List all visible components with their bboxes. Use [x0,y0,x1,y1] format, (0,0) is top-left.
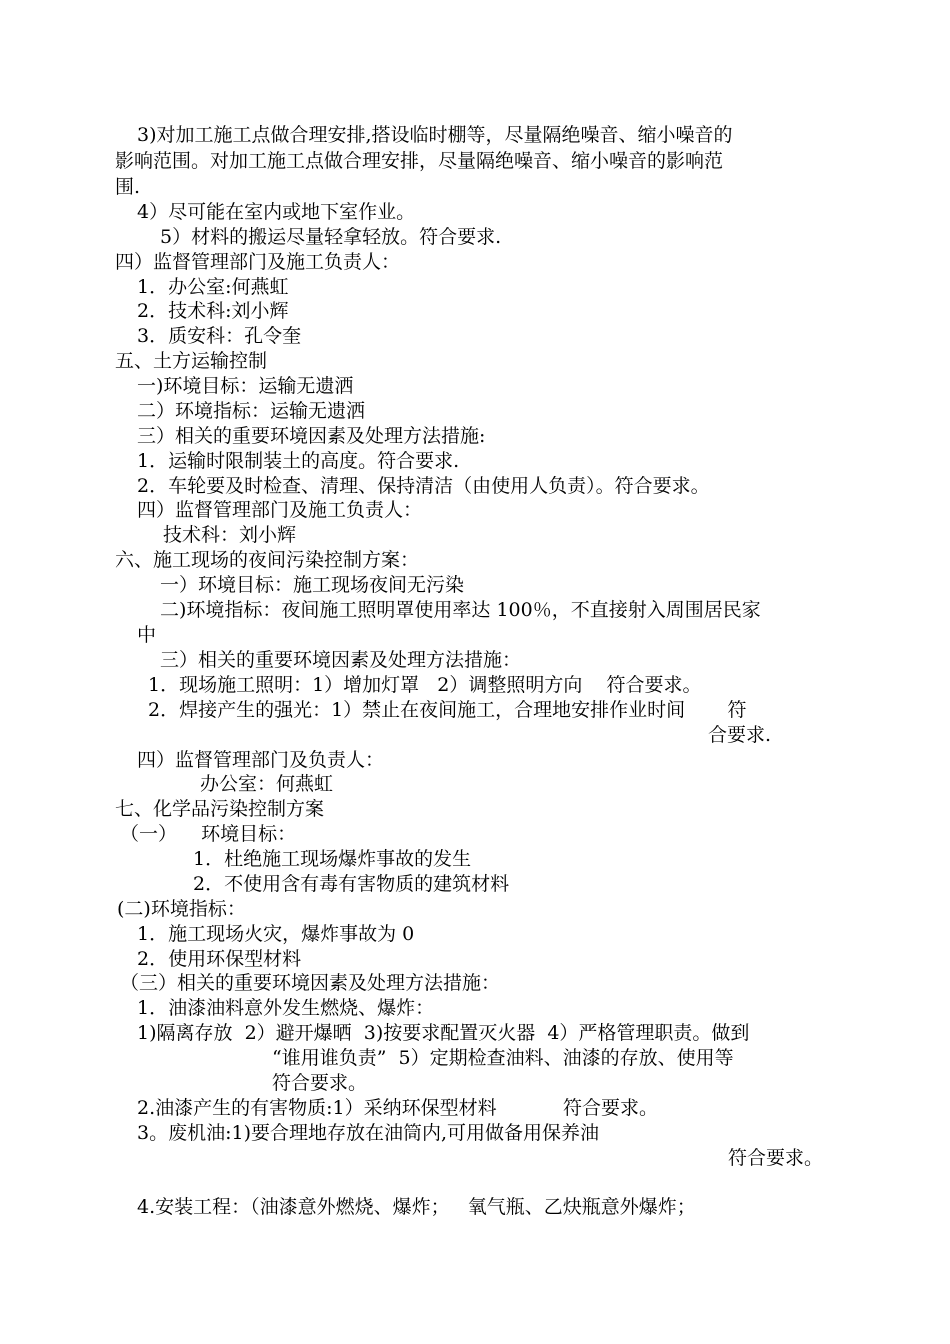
section-heading: 五、土方运输控制 [115,350,268,372]
section-heading: 七、化学品污染控制方案 [115,798,325,820]
text-line: 2.油漆产生的有害物质:1）采纳环保型材料 符合要求。 [137,1097,659,1119]
text-line: 符合要求。 [728,1147,824,1169]
text-line: 1)隔离存放 2）避开爆晒 3)按要求配置灭火器 4）严格管理职责。做到 [137,1022,750,1044]
text-line: 2．不使用含有毒有害物质的建筑材料 [193,873,510,895]
text-line: 2．使用环保型材料 [137,948,302,970]
text-line: 二)环境指标：夜间施工照明罩使用率达 100％，不直接射入周围居民家 [160,599,761,621]
text-line: “谁用谁负责” 5）定期检查油料、油漆的存放、使用等 [272,1047,734,1069]
text-line: 三）相关的重要环境因素及处理方法措施： [160,649,522,671]
text-line: (二)环境指标： [117,898,246,920]
text-line: 1．施工现场火灾，爆炸事故为 0 [137,923,415,945]
text-line: 3。废机油:1)要合理地存放在油筒内,可用做备用保养油 [137,1122,600,1144]
section-heading: 六、施工现场的夜间污染控制方案： [115,549,420,571]
text-line: 二）环境指标：运输无遗洒 [137,400,366,422]
text-line: 1．现场施工照明：1）增加灯罩 2）调整照明方向 符合要求。 [148,674,702,696]
text-line: 影响范围。对加工施工点做合理安排，尽量隔绝噪音、缩小噪音的影响范 [115,150,724,172]
text-line: 2．车轮要及时检查、清理、保持清洁（由使用人负责）。符合要求。 [137,475,710,497]
section-heading: 四）监督管理部门及施工负责人： [115,251,401,273]
text-line: 1．办公室:何燕虹 [137,276,289,298]
text-line: 1．运输时限制装土的高度。符合要求. [137,450,460,472]
text-line: 技术科：刘小辉 [163,524,297,546]
text-line: 四）监督管理部门及施工负责人： [137,499,423,521]
text-line: 围. [115,176,141,198]
text-line: 三）相关的重要环境因素及处理方法措施: [137,425,486,447]
text-line: 4.安装工程：（油漆意外燃烧、爆炸； 氧气瓶、乙炔瓶意外爆炸； [137,1196,696,1218]
text-line: 办公室：何燕虹 [200,773,334,795]
text-line: 3)对加工施工点做合理安排,搭设临时棚等，尽量隔绝噪音、缩小噪音的 [137,124,733,146]
text-line: 3．质安科：孔令奎 [137,325,302,347]
text-line: 2．焊接产生的强光：1）禁止在夜间施工，合理地安排作业时间 符 [148,699,747,721]
text-line: 5）材料的搬运尽量轻拿轻放。符合要求. [160,226,502,248]
text-line: 1．杜绝施工现场爆炸事故的发生 [193,848,472,870]
text-line: 4）尽可能在室内或地下室作业。 [137,201,416,223]
text-line: （一） 环境目标： [120,823,297,845]
text-line: 一）环境目标：施工现场夜间无污染 [160,574,465,596]
text-line: 2．技术科:刘小辉 [137,300,289,322]
text-line: 中 [137,624,157,646]
text-line: 四）监督管理部门及负责人： [137,749,385,771]
text-line: （三）相关的重要环境因素及处理方法措施： [120,972,501,994]
text-line: 合要求. [708,724,772,746]
text-line: 一)环境目标：运输无遗洒 [137,375,354,397]
text-line: 1．油漆油料意外发生燃烧、爆炸： [137,997,435,1019]
text-line: 符合要求。 [272,1072,368,1094]
